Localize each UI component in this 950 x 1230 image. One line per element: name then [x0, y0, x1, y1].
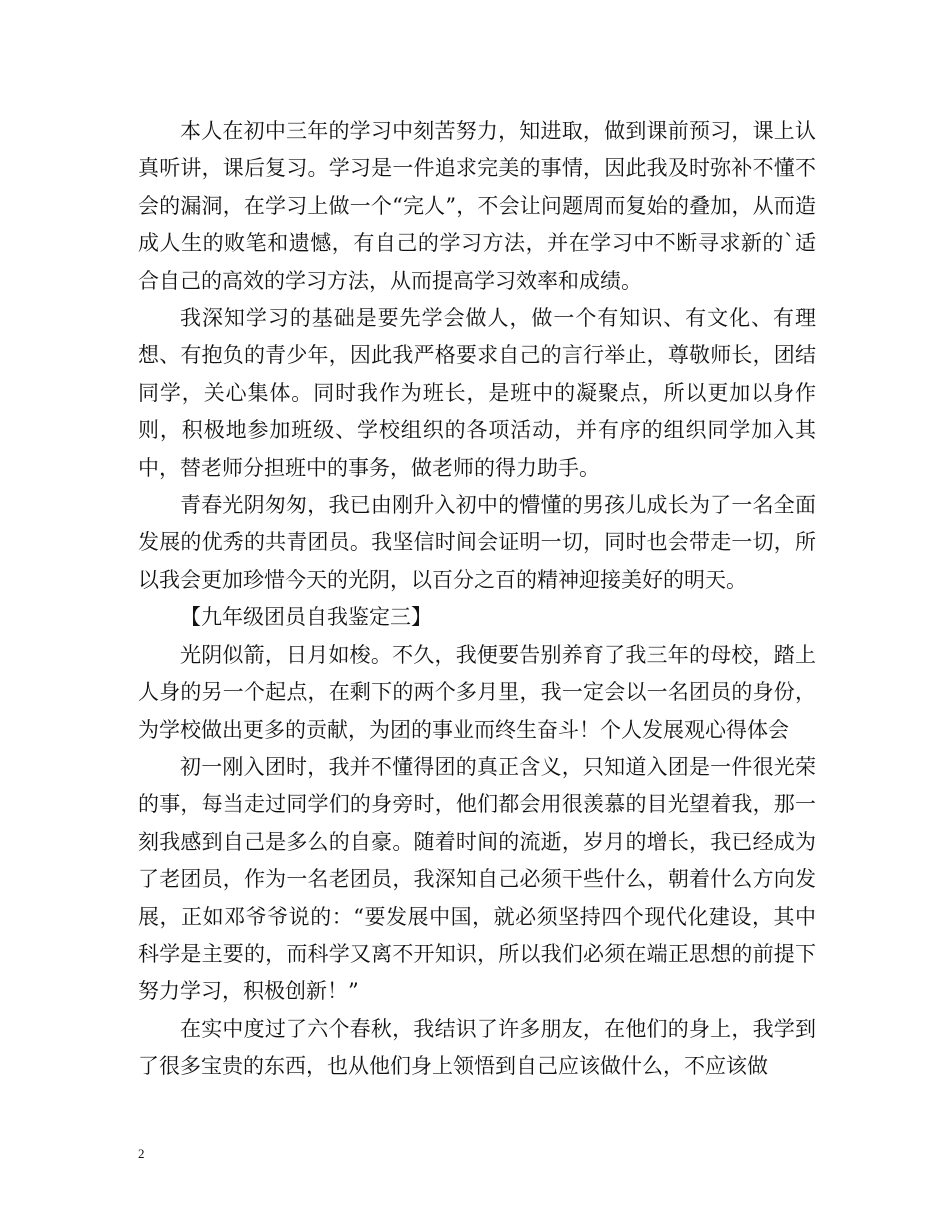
body-paragraph: 青春光阴匆匆，我已由刚升入初中的懵懂的男孩儿成长为了一名全面发展的优秀的共青团员。我坚信时间会证明一切，同时也会带走一切，所以我会更加珍惜今天的光阴，以百分之百的精神迎接美好的明天。 — [138, 493, 816, 592]
body-paragraph: 初一刚入团时，我并不懂得团的真正含义，只知道入团是一件很光荣的事，每当走过同学们的身旁时，他们都会用很羡慕的目光望着我，那一刻我感到自己是多么的自豪。随着时间的流逝，岁月的增长，我已经成为了老团员，作为一名老团员，我深知自己必须干些什么，朝着什么方向发展，正如邓爷爷说的：“要发展中国，就必须坚持四个现代化建设，其中科学是主要的，而科学又离不开知识，所以我们必须在端正思想的前提下努力学习，积极创新！” — [138, 754, 816, 1004]
body-paragraph: 本人在初中三年的学习中刻苦努力，知进取，做到课前预习，课上认真听讲，课后复习。学习是一件追求完美的事情，因此我及时弥补不懂不会的漏洞，在学习上做一个“完人”，不会让问题周而复始的叠加，从而造成人生的败笔和遗憾，有自己的学习方法，并在学习中不断寻求新的`适合自己的高效的学习方法，从而提高学习效率和成绩。 — [138, 119, 816, 293]
document-body — [138, 113, 816, 1086]
body-paragraph: 光阴似箭，日月如梭。不久，我便要告别养育了我三年的母校，踏上人身的另一个起点，在剩下的两个多月里，我一定会以一名团员的身份，为学校做出更多的贡献，为团的事业而终生奋斗！个人发展观心得体会 — [138, 642, 816, 742]
body-paragraph: 我深知学习的基础是要先学会做人，做一个有知识、有文化、有理想、有抱负的青少年，因此我严格要求自己的言行举止，尊敬师长，团结同学，关心集体。同时我作为班长，是班中的凝聚点，所以更加以身作则，积极地参加班级、学校组织的各项活动，并有序的组织同学加入其中，替老师分担班中的事务，做老师的得力助手。 — [138, 306, 816, 480]
page-number: 2 — [138, 1146, 145, 1161]
section-heading: 【九年级团员自我鉴定三】 — [180, 605, 432, 630]
body-paragraph: 在实中度过了六个春秋，我结识了许多朋友，在他们的身上，我学到了很多宝贵的东西，也从他们身上领悟到自己应该做什么，不应该做 — [138, 1016, 816, 1079]
